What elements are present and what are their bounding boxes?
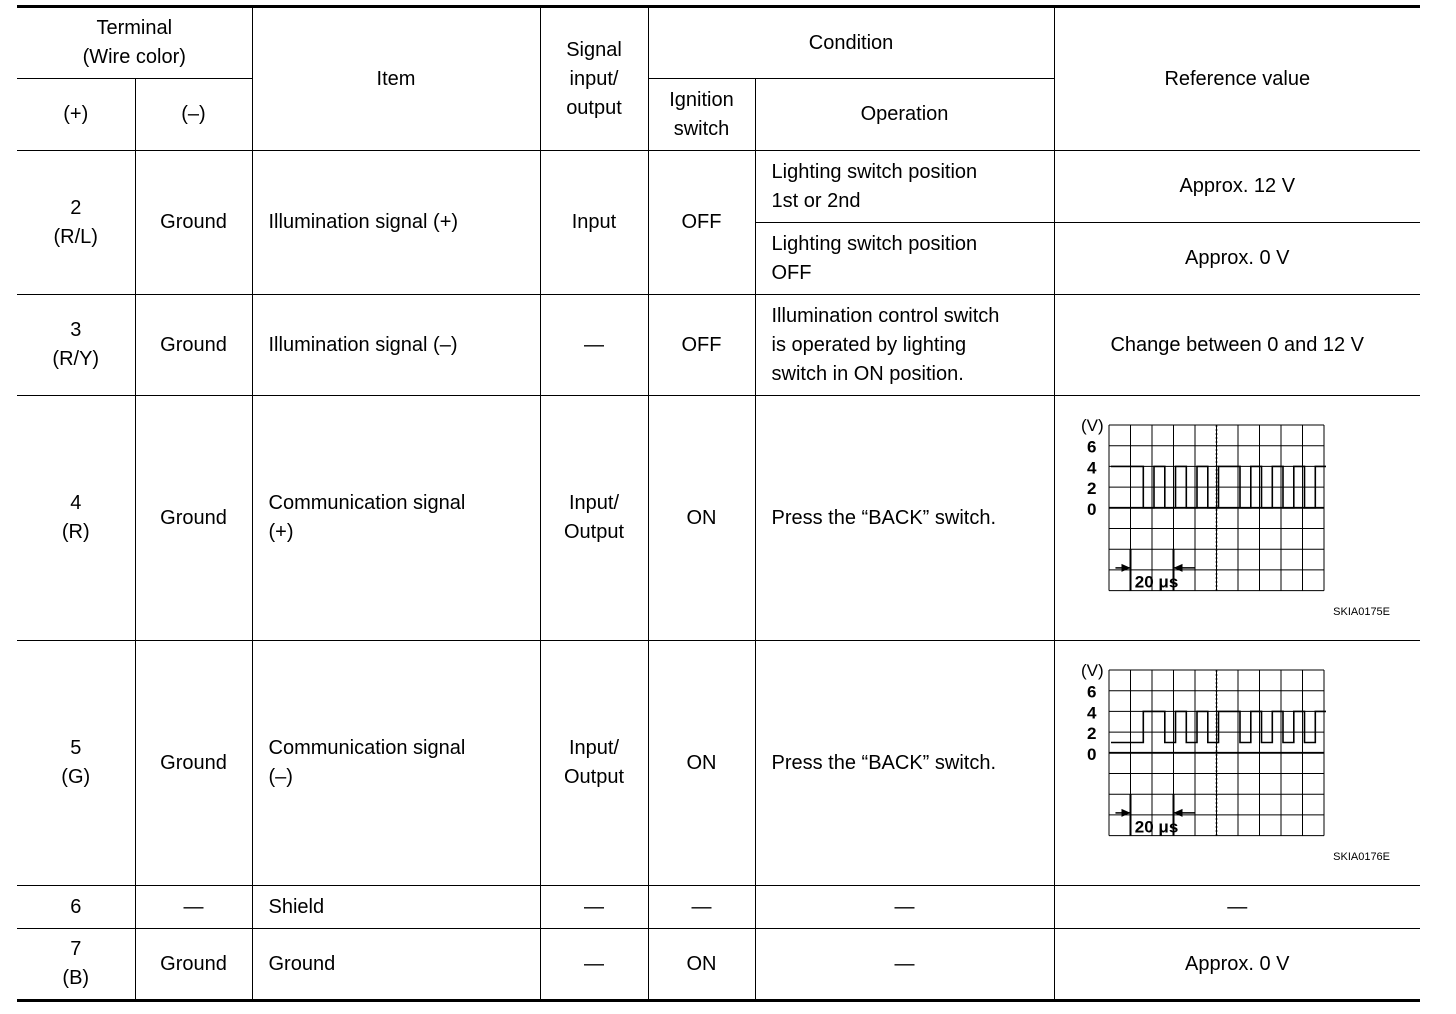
operation-cell: Lighting switch position 1st or 2nd bbox=[755, 151, 1054, 223]
waveform-figure bbox=[1055, 642, 1421, 885]
signal-cell: Input/ Output bbox=[540, 641, 648, 886]
arrow-head-icon bbox=[1121, 808, 1130, 816]
terminal-cell: 7 (B) bbox=[17, 929, 135, 1001]
signal-trace bbox=[1111, 711, 1326, 742]
signal-cell: Input/ Output bbox=[540, 396, 648, 641]
signal-cell: — bbox=[540, 886, 648, 929]
header-plus: (+) bbox=[17, 79, 135, 151]
figure-id: SKIA0176E bbox=[1333, 850, 1391, 863]
operation-cell: Illumination control switch is operated by lighting switch in ON position. bbox=[755, 295, 1054, 396]
table-row bbox=[17, 396, 1420, 641]
header-minus: (–) bbox=[135, 79, 252, 151]
item-cell: Illumination signal (–) bbox=[252, 295, 540, 396]
operation-cell: — bbox=[755, 886, 1054, 929]
waveform-figure bbox=[1055, 397, 1421, 640]
minus-cell: Ground bbox=[135, 295, 252, 396]
operation-cell: Press the “BACK” switch. bbox=[755, 641, 1054, 886]
ignition-cell: — bbox=[648, 886, 755, 929]
reference-cell: Approx. 12 V bbox=[1054, 151, 1420, 223]
reference-cell bbox=[1054, 396, 1420, 641]
signal-cell: — bbox=[540, 929, 648, 1001]
table-row bbox=[17, 929, 1420, 1001]
header-item: Item bbox=[252, 7, 540, 151]
minus-cell: Ground bbox=[135, 641, 252, 886]
terminal-spec-table bbox=[17, 5, 1420, 1002]
table-row bbox=[17, 295, 1420, 396]
header-condition: Condition bbox=[648, 7, 1054, 79]
signal-cell: Input bbox=[540, 151, 648, 295]
y-tick-label: 4 bbox=[1086, 457, 1096, 477]
table-row bbox=[17, 151, 1420, 223]
minus-cell: — bbox=[135, 886, 252, 929]
header-signal: Signal input/ output bbox=[540, 7, 648, 151]
arrow-head-icon bbox=[1173, 808, 1182, 816]
ignition-cell: OFF bbox=[648, 295, 755, 396]
item-cell: Communication signal (+) bbox=[252, 396, 540, 641]
y-tick-label: 4 bbox=[1086, 702, 1096, 722]
reference-cell: Approx. 0 V bbox=[1054, 223, 1420, 295]
reference-cell: Change between 0 and 12 V bbox=[1054, 295, 1420, 396]
y-tick-label: 6 bbox=[1086, 682, 1096, 702]
operation-cell: Press the “BACK” switch. bbox=[755, 396, 1054, 641]
item-cell: Ground bbox=[252, 929, 540, 1001]
operation-cell: Lighting switch position OFF bbox=[755, 223, 1054, 295]
item-cell: Communication signal (–) bbox=[252, 641, 540, 886]
y-tick-label: 0 bbox=[1086, 499, 1096, 519]
ignition-cell: OFF bbox=[648, 151, 755, 295]
table-row bbox=[17, 641, 1420, 886]
header-terminal: Terminal (Wire color) bbox=[17, 7, 252, 79]
time-division-label: 20 μs bbox=[1134, 817, 1178, 837]
reference-cell: Approx. 0 V bbox=[1054, 929, 1420, 1001]
arrow-head-icon bbox=[1121, 563, 1130, 571]
reference-cell: — bbox=[1054, 886, 1420, 929]
oscilloscope-waveform bbox=[1077, 417, 1337, 601]
header-reference: Reference value bbox=[1054, 7, 1420, 151]
terminal-cell: 2 (R/L) bbox=[17, 151, 135, 295]
oscilloscope-waveform bbox=[1077, 662, 1337, 846]
header-operation: Operation bbox=[755, 79, 1054, 151]
signal-trace bbox=[1111, 466, 1326, 507]
arrow-head-icon bbox=[1173, 563, 1182, 571]
item-cell: Shield bbox=[252, 886, 540, 929]
y-tick-label: 0 bbox=[1086, 744, 1096, 764]
signal-cell: — bbox=[540, 295, 648, 396]
y-unit-label: (V) bbox=[1080, 661, 1104, 680]
terminal-cell: 4 (R) bbox=[17, 396, 135, 641]
item-cell: Illumination signal (+) bbox=[252, 151, 540, 295]
terminal-cell: 3 (R/Y) bbox=[17, 295, 135, 396]
y-tick-label: 2 bbox=[1086, 478, 1096, 498]
y-unit-label: (V) bbox=[1080, 416, 1104, 435]
ignition-cell: ON bbox=[648, 641, 755, 886]
ignition-cell: ON bbox=[648, 929, 755, 1001]
minus-cell: Ground bbox=[135, 396, 252, 641]
minus-cell: Ground bbox=[135, 151, 252, 295]
reference-cell bbox=[1054, 641, 1420, 886]
figure-id: SKIA0175E bbox=[1333, 605, 1391, 618]
header-ignition: Ignition switch bbox=[648, 79, 755, 151]
time-division-label: 20 μs bbox=[1134, 572, 1178, 592]
terminal-cell: 5 (G) bbox=[17, 641, 135, 886]
ignition-cell: ON bbox=[648, 396, 755, 641]
table-row bbox=[17, 886, 1420, 929]
y-tick-label: 2 bbox=[1086, 723, 1096, 743]
operation-cell: — bbox=[755, 929, 1054, 1001]
y-tick-label: 6 bbox=[1086, 437, 1096, 457]
minus-cell: Ground bbox=[135, 929, 252, 1001]
terminal-cell: 6 bbox=[17, 886, 135, 929]
